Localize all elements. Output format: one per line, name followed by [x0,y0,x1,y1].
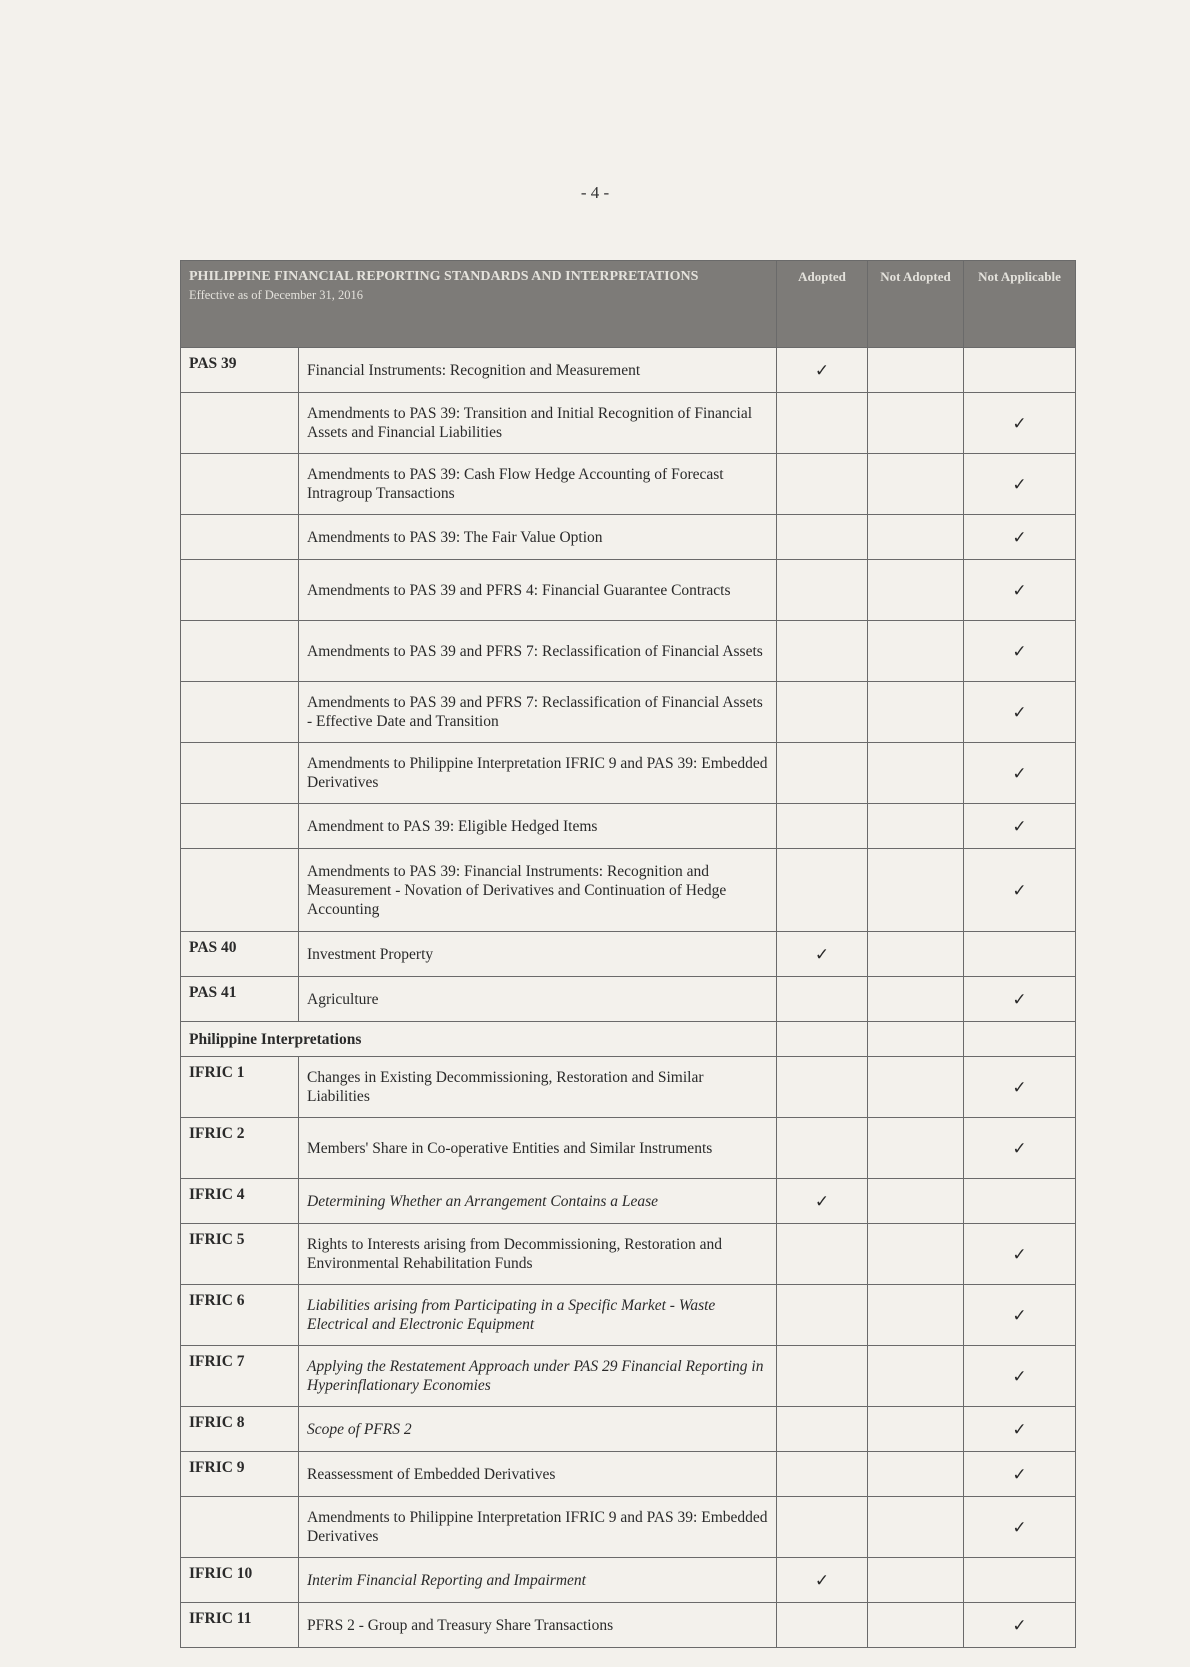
status-not-applicable-cell [964,1497,1076,1558]
status-not-adopted-cell [868,1558,964,1603]
status-not-adopted-cell [868,621,964,682]
empty-cell [964,1022,1076,1057]
status-adopted-cell [777,804,868,849]
status-not-adopted-cell [868,393,964,454]
section-title: Philippine Interpretations [181,1022,777,1057]
standard-code: PAS 41 [181,977,299,1022]
standard-title: Amendments to Philippine Interpretation IFRIC 9 and PAS 39: Embedded Derivatives [299,743,777,804]
standard-title: Amendments to PAS 39 and PFRS 4: Financial Guarantee Contracts [299,560,777,621]
status-not-adopted-cell [868,1057,964,1118]
status-not-applicable-cell [964,1407,1076,1452]
standard-title: Interim Financial Reporting and Impairment [299,1558,777,1603]
standard-title: Amendments to PAS 39 and PFRS 7: Reclassification of Financial Assets [299,621,777,682]
checkmark-icon: ✓ [1012,880,1027,900]
status-adopted-cell [777,1407,868,1452]
status-not-applicable-cell [964,682,1076,743]
checkmark-icon: ✓ [1012,527,1027,547]
checkmark-icon: ✓ [1012,580,1027,600]
checkmark-icon: ✓ [814,360,830,380]
status-not-applicable-cell [964,743,1076,804]
status-not-adopted-cell [868,1179,964,1224]
empty-cell [777,1022,868,1057]
header-title: PHILIPPINE FINANCIAL REPORTING STANDARDS AND INTERPRETATIONS [189,269,699,284]
standard-code: IFRIC 4 [181,1179,299,1224]
status-adopted-cell [777,1452,868,1497]
status-not-applicable-cell [964,621,1076,682]
standard-title: Reassessment of Embedded Derivatives [299,1452,777,1497]
standard-code: IFRIC 11 [181,1603,299,1648]
table-row [181,1224,1076,1285]
standard-title: Financial Instruments: Recognition and Measurement [299,348,777,393]
standard-code: IFRIC 8 [181,1407,299,1452]
checkmark-icon: ✓ [1012,641,1027,661]
status-not-adopted-cell [868,932,964,977]
standard-code: IFRIC 5 [181,1224,299,1285]
status-not-adopted-cell [868,1224,964,1285]
checkmark-icon: ✓ [1012,474,1027,494]
status-not-applicable-cell [964,1179,1076,1224]
checkmark-icon: ✓ [814,1191,830,1211]
status-not-adopted-cell [868,977,964,1022]
checkmark-icon: ✓ [1012,1077,1027,1097]
status-not-applicable-cell [964,1452,1076,1497]
checkmark-icon: ✓ [1012,1464,1027,1484]
standard-code [181,560,299,621]
status-not-applicable-cell [964,393,1076,454]
status-adopted-cell [777,393,868,454]
checkmark-icon: ✓ [1012,1419,1027,1439]
status-not-adopted-cell [868,1452,964,1497]
header-not-adopted: Not Adopted [868,261,964,348]
checkmark-icon: ✓ [814,944,830,964]
status-not-adopted-cell [868,1285,964,1346]
header-subtitle: Effective as of December 31, 2016 [189,288,364,302]
status-adopted-cell [777,743,868,804]
page-number: - 4 - [580,183,610,202]
checkmark-icon: ✓ [1012,413,1027,433]
standard-code [181,515,299,560]
checkmark-icon: ✓ [1012,1138,1027,1158]
table-row [181,977,1076,1022]
standard-title: Amendments to Philippine Interpretation IFRIC 9 and PAS 39: Embedded Derivatives [299,1497,777,1558]
checkmark-icon: ✓ [1012,763,1027,783]
status-not-adopted-cell [868,348,964,393]
table-row [181,1179,1076,1224]
standard-code: IFRIC 2 [181,1118,299,1179]
status-adopted-cell [777,977,868,1022]
standard-code: IFRIC 1 [181,1057,299,1118]
standard-code: IFRIC 6 [181,1285,299,1346]
standard-title: PFRS 2 - Group and Treasury Share Transactions [299,1603,777,1648]
table-row [181,932,1076,977]
table-row [181,1057,1076,1118]
status-not-adopted-cell [868,743,964,804]
table-row [181,348,1076,393]
standard-code: IFRIC 7 [181,1346,299,1407]
status-not-applicable-cell [964,1346,1076,1407]
checkmark-icon: ✓ [1012,1366,1027,1386]
standard-code [181,1497,299,1558]
standard-title: Amendments to PAS 39: Transition and Initial Recognition of Financial Assets and Financial Liabilities [299,393,777,454]
table-row [181,804,1076,849]
table-row [181,1558,1076,1603]
empty-cell [868,1022,964,1057]
checkmark-icon: ✓ [1012,1517,1027,1537]
status-not-applicable-cell [964,1057,1076,1118]
standard-title: Amendment to PAS 39: Eligible Hedged Items [299,804,777,849]
standard-code [181,743,299,804]
standard-title: Rights to Interests arising from Decommissioning, Restoration and Environmental Rehabilitation Funds [299,1224,777,1285]
status-adopted-cell [777,1497,868,1558]
standard-code [181,621,299,682]
section-row [181,1022,1076,1057]
table-row [181,1118,1076,1179]
status-not-applicable-cell [964,977,1076,1022]
standard-code [181,849,299,932]
status-not-applicable-cell [964,1224,1076,1285]
standard-code [181,393,299,454]
standard-code: IFRIC 9 [181,1452,299,1497]
status-not-adopted-cell [868,1407,964,1452]
status-not-adopted-cell [868,804,964,849]
checkmark-icon: ✓ [1012,816,1027,836]
status-not-applicable-cell [964,1118,1076,1179]
status-adopted-cell [777,1285,868,1346]
table-row [181,682,1076,743]
standard-title: Amendments to PAS 39: The Fair Value Option [299,515,777,560]
header-title-cell [181,261,777,348]
standard-title: Scope of PFRS 2 [299,1407,777,1452]
standard-title: Determining Whether an Arrangement Contains a Lease [299,1179,777,1224]
status-adopted-cell [777,1603,868,1648]
table-row [181,1407,1076,1452]
status-not-applicable-cell [964,1603,1076,1648]
status-not-applicable-cell [964,804,1076,849]
status-not-applicable-cell [964,454,1076,515]
standard-code: PAS 40 [181,932,299,977]
status-not-adopted-cell [868,849,964,932]
status-not-adopted-cell [868,454,964,515]
standard-code [181,682,299,743]
status-adopted-cell [777,849,868,932]
status-not-applicable-cell [964,932,1076,977]
header-not-applicable: Not Applicable [964,261,1076,348]
standard-title: Agriculture [299,977,777,1022]
status-adopted-cell [777,1346,868,1407]
table-row [181,1346,1076,1407]
status-adopted-cell [777,515,868,560]
table-row [181,1497,1076,1558]
status-adopted-cell [777,1057,868,1118]
status-adopted-cell [777,560,868,621]
standard-title: Investment Property [299,932,777,977]
table-row [181,1603,1076,1648]
standard-title: Amendments to PAS 39: Cash Flow Hedge Accounting of Forecast Intragroup Transactions [299,454,777,515]
status-adopted-cell [777,1558,868,1603]
status-not-adopted-cell [868,1497,964,1558]
standard-title: Applying the Restatement Approach under PAS 29 Financial Reporting in Hyperinflationary Economies [299,1346,777,1407]
standard-title: Amendments to PAS 39: Financial Instruments: Recognition and Measurement - Novation of Derivatives and Continuation of Hedge Accounting [299,849,777,932]
table-row [181,849,1076,932]
status-adopted-cell [777,932,868,977]
status-not-applicable-cell [964,348,1076,393]
status-adopted-cell [777,454,868,515]
header-adopted: Adopted [777,261,868,348]
standard-code: IFRIC 10 [181,1558,299,1603]
table-row [181,1452,1076,1497]
status-not-applicable-cell [964,560,1076,621]
checkmark-icon: ✓ [1012,989,1027,1009]
standard-code [181,804,299,849]
table-row [181,560,1076,621]
status-not-applicable-cell [964,849,1076,932]
status-not-adopted-cell [868,682,964,743]
table-row [181,621,1076,682]
status-not-adopted-cell [868,1118,964,1179]
checkmark-icon: ✓ [1012,1305,1027,1325]
status-not-adopted-cell [868,1603,964,1648]
table-row [181,743,1076,804]
standard-title: Members' Share in Co-operative Entities and Similar Instruments [299,1118,777,1179]
status-adopted-cell [777,682,868,743]
checkmark-icon: ✓ [1012,1244,1027,1264]
status-adopted-cell [777,1179,868,1224]
status-not-adopted-cell [868,560,964,621]
status-not-adopted-cell [868,1346,964,1407]
standard-title: Liabilities arising from Participating in a Specific Market - Waste Electrical and Electronic Equipment [299,1285,777,1346]
status-adopted-cell [777,621,868,682]
status-adopted-cell [777,1118,868,1179]
table-row [181,515,1076,560]
standard-code: PAS 39 [181,348,299,393]
table-row [181,1285,1076,1346]
status-not-applicable-cell [964,1285,1076,1346]
table-header [181,261,1076,348]
standards-table [180,260,1076,1648]
checkmark-icon: ✓ [1012,1615,1027,1635]
checkmark-icon: ✓ [1012,702,1027,722]
status-adopted-cell [777,1224,868,1285]
table-row [181,454,1076,515]
standard-title: Amendments to PAS 39 and PFRS 7: Reclassification of Financial Assets - Effective Date and Transition [299,682,777,743]
standard-code [181,454,299,515]
status-not-adopted-cell [868,515,964,560]
standard-title: Changes in Existing Decommissioning, Restoration and Similar Liabilities [299,1057,777,1118]
status-not-applicable-cell [964,1558,1076,1603]
status-not-applicable-cell [964,515,1076,560]
status-adopted-cell [777,348,868,393]
table-row [181,393,1076,454]
checkmark-icon: ✓ [814,1570,830,1590]
table-body [181,348,1076,1648]
